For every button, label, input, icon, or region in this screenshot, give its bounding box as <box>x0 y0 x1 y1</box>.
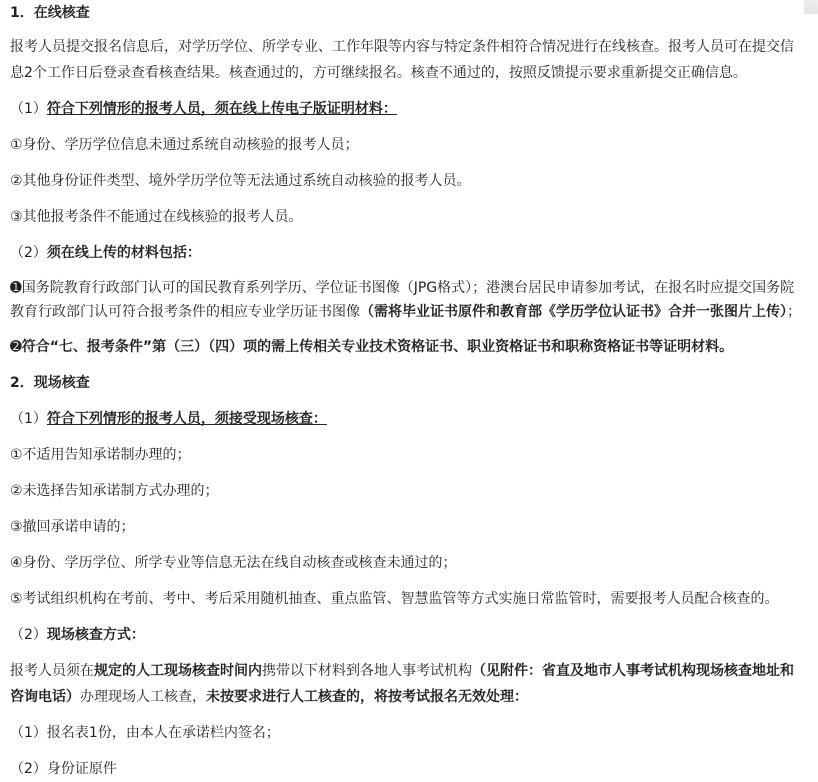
section2-heading: 2．现场核查 <box>10 375 90 391</box>
section2-item-5: ⑤考试组织机构在考前、考中、考后采用随机抽查、重点监管、智慧监管等方式实施日常监管时，需要报考人员配合核查的。 <box>10 591 779 607</box>
material-1-note: （需将毕业证书原件和教育部《学历学位认证书》合并一张图片上传） <box>360 304 787 320</box>
method-c: 携带以下材料到各地人事考试机构 <box>262 663 472 679</box>
section1-item-2: ②其他身份证件类型、境外学历学位等无法通过系统自动核验的报考人员。 <box>10 173 471 189</box>
s2-sub2-title: 现场核查方式： <box>46 627 145 643</box>
s2-sub1-title: 符合下列情形的报考人员，须接受现场核查： <box>46 411 327 427</box>
section1-sub1 <box>10 96 805 122</box>
material-1 <box>10 276 805 324</box>
section2-item-2: ②未选择告知承诺制方式办理的； <box>10 483 219 499</box>
method-paragraph <box>10 658 805 710</box>
material-1-text: ➊国务院教育行政部门认可的国民教育系列学历、学位证书图像（JPG格式）；港澳台居民申请参加考试，在报名时应提交国务院教育行政部门认可符合报考条件的相应专业学历证书图像 <box>10 280 795 320</box>
section1-intro: 报考人员提交报名信息后，对学历学位、所学专业、工作年限等内容与特定条件相符合情况进行在线核查。报考人员可在提交信息2个工作日后登录查看核查结果。核查通过的，方可继续报名。核查不通过的，按照反馈提示要求重新提交正确信息。 <box>10 39 794 81</box>
section1-item-3: ③其他报考条件不能通过在线核验的报考人员。 <box>10 209 303 225</box>
section1-item-1: ①身份、学历学位信息未通过系统自动核验的报考人员； <box>10 137 359 153</box>
method-f: 未按要求进行人工核查的，将按考试报名无效处理： <box>206 689 528 705</box>
method-d: （见附件：省直及地市人事考试机构现场核查地址和咨询电话） <box>10 663 794 705</box>
onsite-material-1: （1）报名表1份，由本人在承诺栏内签名； <box>10 725 280 741</box>
s2-sub1-prefix: （1） <box>10 411 47 427</box>
onsite-material-2: （2）身份证原件 <box>10 761 117 777</box>
corner-decoration <box>804 0 818 14</box>
section1-heading: 1．在线核查 <box>10 5 90 21</box>
section2-item-4: ④身份、学历学位、所学专业等信息无法在线自动核查或核查未通过的； <box>10 555 457 571</box>
method-a: 报考人员须在 <box>10 663 94 679</box>
section2-sub2 <box>10 622 805 648</box>
section2-item-1: ①不适用告知承诺制办理的； <box>10 447 191 463</box>
method-b: 规定的人工现场核查时间内 <box>94 663 262 679</box>
sub1-prefix: （1） <box>10 101 47 117</box>
s2-sub2-prefix: （2） <box>10 627 47 643</box>
document-body <box>10 0 805 782</box>
section1-sub2 <box>10 240 805 266</box>
sub2-prefix: （2） <box>10 245 47 261</box>
section2-item-3: ③撤回承诺申请的； <box>10 519 135 535</box>
sub2-title: 须在线上传的材料包括： <box>46 245 201 261</box>
material-1-end: ； <box>787 304 801 320</box>
method-e: 办理现场人工核查， <box>80 689 206 705</box>
section2-sub1 <box>10 406 805 432</box>
sub1-title: 符合下列情形的报考人员，须在线上传电子版证明材料： <box>46 101 397 117</box>
material-2: ➋符合“七、报考条件”第（三）（四）项的需上传相关专业技术资格证书、职业资格证书和职称资格证书等证明材料。 <box>10 339 734 355</box>
